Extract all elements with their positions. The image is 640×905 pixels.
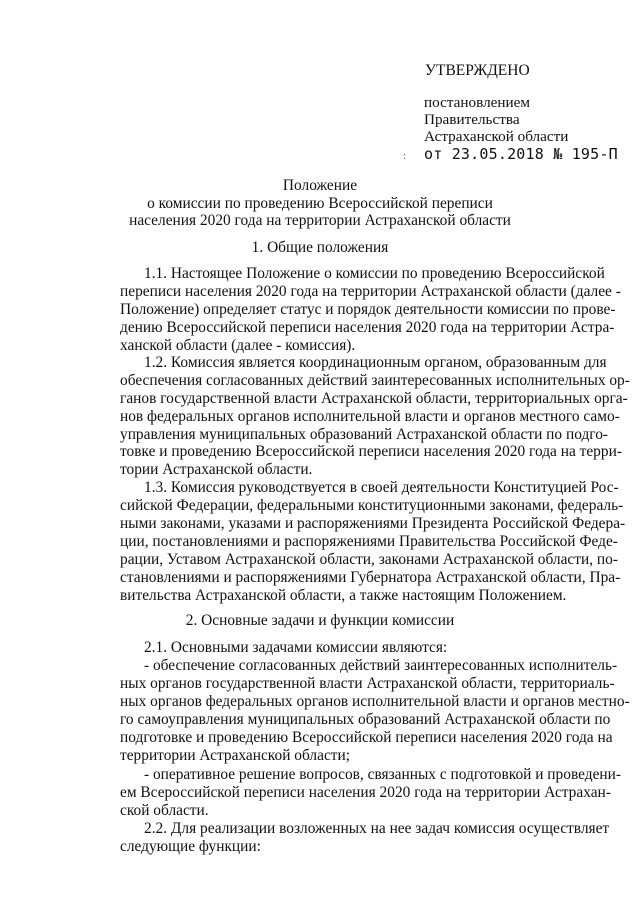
s2-line: ской области. [120,802,209,819]
s2-line: подготовке и проведению Всероссийской переписи населения 2020 года на [120,729,613,746]
approval-stamp: от 23.05.2018 № 195-П [424,145,618,163]
s1-line: ганов государственной власти Астраханской области, территориальных орга- [120,390,628,407]
s2-line: ных органов федеральных органов исполнительной власти и органов местно- [120,693,630,710]
s2-line: ем Всероссийской переписи населения 2020 года на территории Астрахан- [120,784,611,801]
s1-line: Положение) определяет статус и порядок деятельности комиссии по прове- [120,301,616,318]
doc-subtitle-1: о комиссии по проведению Всероссийской переписи [147,195,493,212]
approval-line-2: Правительства [424,111,520,128]
s1-line: рации, Уставом Астраханской области, законами Астраханской области, по- [120,551,618,568]
s1-line: ными законами, указами и распоряжениями Президента Российской Федера- [120,515,626,532]
section-2-heading: 2. Основные задачи и функции комиссии [185,612,455,629]
s1-line: обеспечения согласованных действий заинтересованных исполнительных ор- [120,372,630,389]
scan-mark: : [403,150,407,162]
s1-line: сийской Федерации, федеральными конституционными законами, федераль- [120,497,624,514]
s2-line: ных органов государственной власти Астраханской области, территориаль- [120,675,615,692]
approval-line-1: постановлением [424,94,531,111]
s1-line: переписи населения 2020 года на территории Астраханской области (далее - [120,283,621,300]
s1-line: вительства Астраханской области, а также настоящим Положением. [120,587,567,604]
doc-title: Положение [282,177,358,194]
s2-line: - оперативное решение вопросов, связанных с подготовкой и проведени- [144,766,622,783]
s1-line: 1.1. Настоящее Положение о комиссии по проведению Всероссийской [144,265,605,282]
s2-line: территории Астраханской области; [120,747,351,764]
section-1-heading: 1. Общие положения [251,239,389,256]
s1-line: 1.3. Комиссия руководствуется в своей деятельности Конституцией Рос- [144,479,619,496]
s2-line: го самоуправления муниципальных образований Астраханской области по [120,711,611,728]
doc-subtitle-2: населения 2020 года на территории Астраханской области [129,212,511,229]
s1-line: нов федеральных органов исполнительной власти и органов местного само- [120,408,620,425]
s1-line: тории Астраханской области. [120,461,313,478]
s1-line: ции, постановлениями и распоряжениями Правительства Российской Феде- [120,533,618,550]
s2-line: 2.2. Для реализации возложенных на нее задач комиссия осуществляет [144,820,610,837]
s2-line: 2.1. Основными задачами комиссии являются: [144,639,448,656]
approval-heading: УТВЕРЖДЕНО [425,62,530,79]
s1-line: товке и проведению Всероссийской переписи населения 2020 года на терри- [120,443,622,460]
s1-line: ханской области (далее - комиссия). [120,337,356,354]
s1-line: дению Всероссийской переписи населения 2020 года на территории Астра- [120,319,615,336]
approval-line-3: Астраханской области [424,128,569,145]
s1-line: 1.2. Комиссия является координационным органом, образованным для [144,354,607,371]
s2-line: следующие функции: [120,838,261,855]
s1-line: управления муниципальных образований Астраханской области по подго- [120,426,609,443]
s2-line: - обеспечение согласованных действий заинтересованных исполнитель- [144,657,618,674]
s1-line: становлениями и распоряжениями Губернатора Астраханской области, Пра- [120,569,621,586]
